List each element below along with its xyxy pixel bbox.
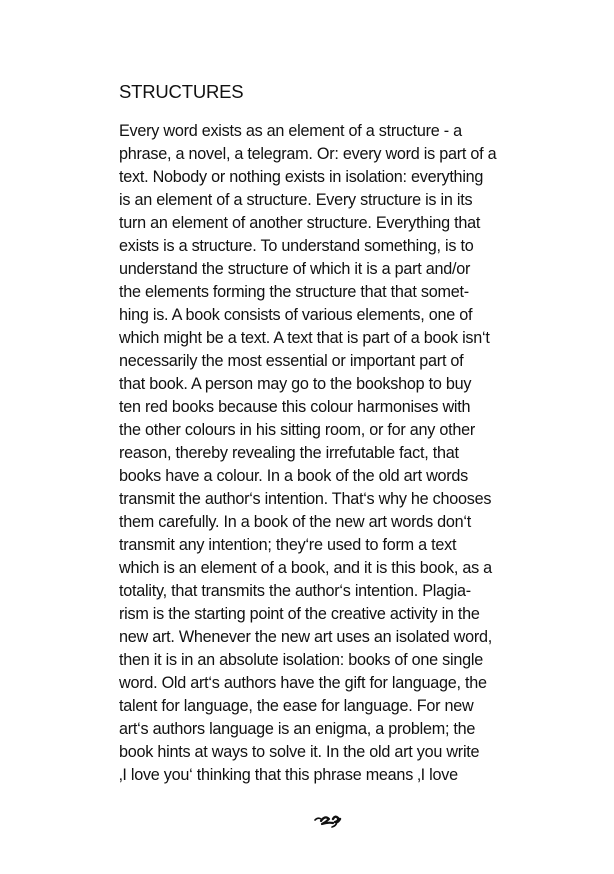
text-line: which might be a text. A text that is part of a book isn‘t [119,329,490,347]
chapter-heading: STRUCTURES [119,81,244,102]
text-line: then it is in an absolute isolation: books of one single [119,651,483,669]
text-line: which is an element of a book, and it is this book, as a [119,559,492,577]
page-number-icon [300,808,356,830]
text-line: that book. A person may go to the bookshop to buy [119,375,472,393]
text-line: turn an element of another structure. Everything that [119,214,481,232]
text-line: transmit the author‘s intention. That‘s why he chooses [119,490,492,508]
text-line: phrase, a novel, a telegram. Or: every word is part of a [119,145,497,163]
text-line: books have a colour. In a book of the old art words [119,467,468,485]
text-line: hing is. A book consists of various elements, one of [119,306,473,324]
text-line: totality, that transmits the author‘s intention. Plagia- [119,582,471,600]
text-line: rism is the starting point of the creative activity in the [119,605,480,623]
text-line: Every word exists as an element of a structure - a [119,122,462,140]
text-line: book hints at ways to solve it. In the old art you write [119,743,480,761]
text-line: transmit any intention; they‘re used to form a text [119,536,457,554]
text-line: reason, thereby revealing the irrefutable fact, that [119,444,459,462]
text-line: understand the structure of which it is a part and/or [119,260,471,278]
text-line: ten red books because this colour harmonises with [119,398,471,416]
text-line: text. Nobody or nothing exists in isolation: everything [119,168,484,186]
text-line: new art. Whenever the new art uses an isolated word, [119,628,493,646]
text-line: necessarily the most essential or important part of [119,352,464,370]
body-text [119,120,539,787]
text-line: word. Old art‘s authors have the gift for language, the [119,674,487,692]
text-line: the elements forming the structure that that somet- [119,283,469,301]
text-line: ‚I love you‘ thinking that this phrase means ‚I love [119,766,458,784]
text-line: the other colours in his sitting room, or for any other [119,421,476,439]
text-line: is an element of a structure. Every structure is in its [119,191,473,209]
text-line: talent for language, the ease for language. For new [119,697,474,715]
text-line: them carefully. In a book of the new art words don‘t [119,513,472,531]
text-line: exists is a structure. To understand something, is to [119,237,474,255]
text-line: art‘s authors language is an enigma, a problem; the [119,720,476,738]
